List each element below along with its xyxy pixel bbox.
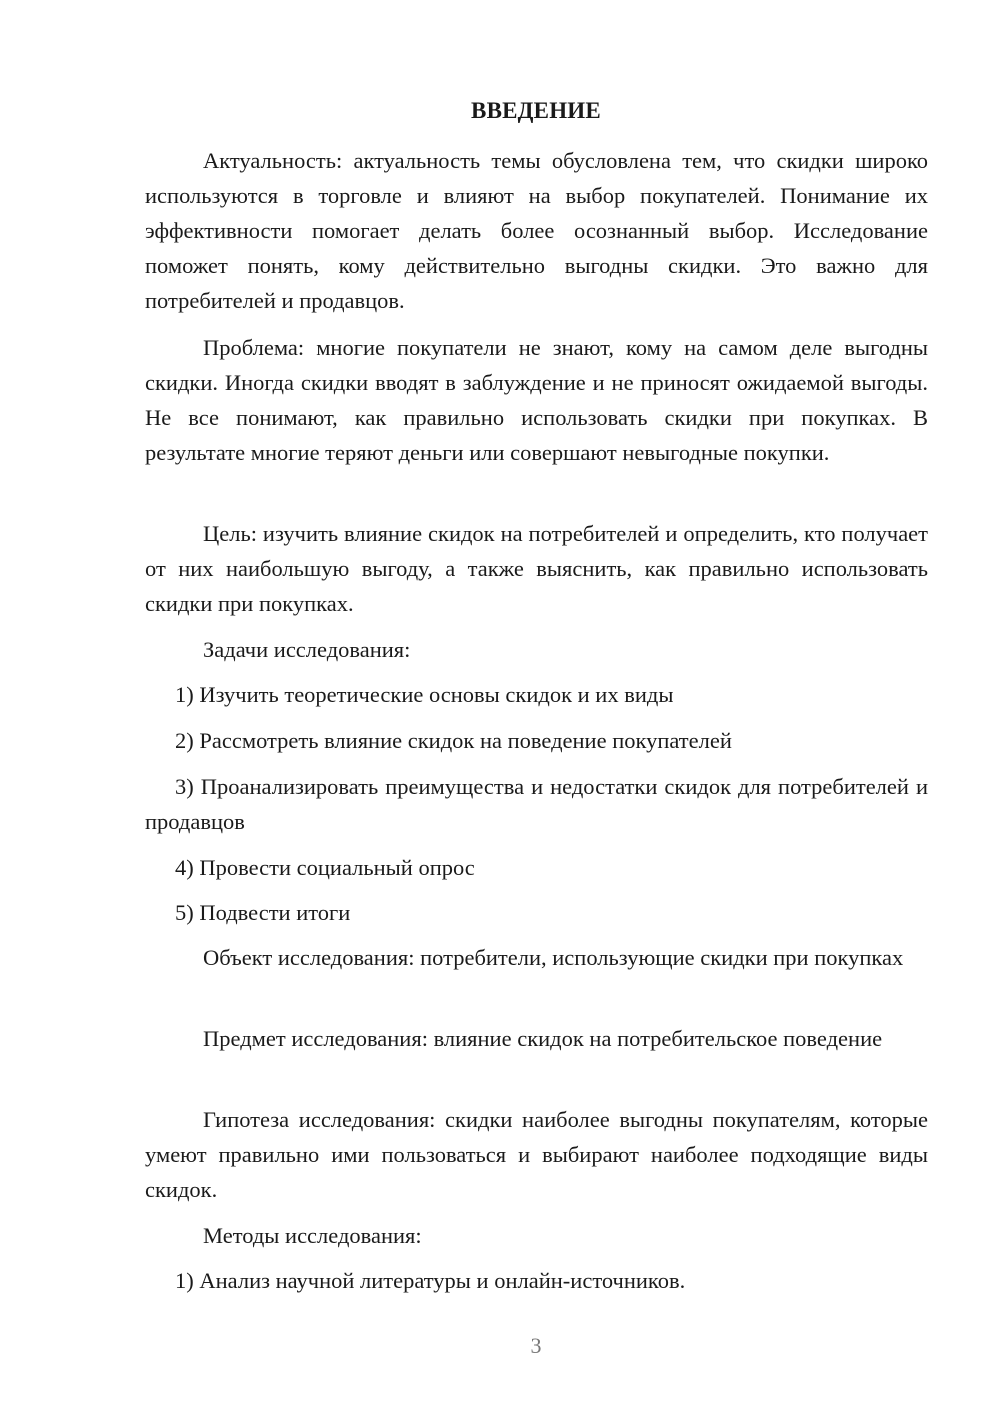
task-item: 5) Подвести итоги: [175, 900, 351, 925]
method-item: 1) Анализ научной литературы и онлайн-источников.: [175, 1268, 686, 1293]
task-item: 1) Изучить теоретические основы скидок и их виды: [175, 682, 674, 707]
tasks-title: Задачи исследования:: [203, 637, 411, 662]
methods-title: Методы исследования:: [203, 1223, 422, 1248]
task-item: 4) Провести социальный опрос: [175, 855, 475, 880]
paragraph-object: Объект исследования: потребители, использующие скидки при покупках: [203, 945, 904, 970]
paragraph-relevance: Актуальность: актуальность темы обусловлена тем, что скидки широко используются в торговле и влияют на выбор покупателей. Понимание их эффективности помогает делать более осознанный выбор. Исследование поможет понять, кому действительно выгодны скидки. Это важно для потребителей и продавцов.: [145, 148, 928, 313]
paragraph-problem: Проблема: многие покупатели не знают, кому на самом деле выгодны скидки. Иногда скидки вводят в заблуждение и не приносят ожидаемой выгоды. Не все понимают, как правильно использовать скидки при покупках. В результате многие теряют деньги или совершают невыгодные покупки.: [145, 335, 928, 465]
page-number: 3: [530, 1333, 542, 1358]
task-item: 3) Проанализировать преимущества и недостатки скидок для потребителей и продавцов: [145, 774, 928, 834]
paragraph-goal: Цель: изучить влияние скидок на потребителей и определить, кто получает от них наибольшую выгоду, а также выяснить, как правильно использовать скидки при покупках.: [145, 521, 928, 616]
task-item: 2) Рассмотреть влияние скидок на поведение покупателей: [175, 728, 732, 753]
paragraph-hypothesis: Гипотеза исследования: скидки наиболее выгодны покупателям, которые умеют правильно ими пользоваться и выбирают наиболее подходящие виды скидок.: [145, 1107, 928, 1202]
section-heading: ВВЕДЕНИЕ: [471, 98, 601, 123]
paragraph-subject: Предмет исследования: влияние скидок на потребительское поведение: [203, 1026, 883, 1051]
